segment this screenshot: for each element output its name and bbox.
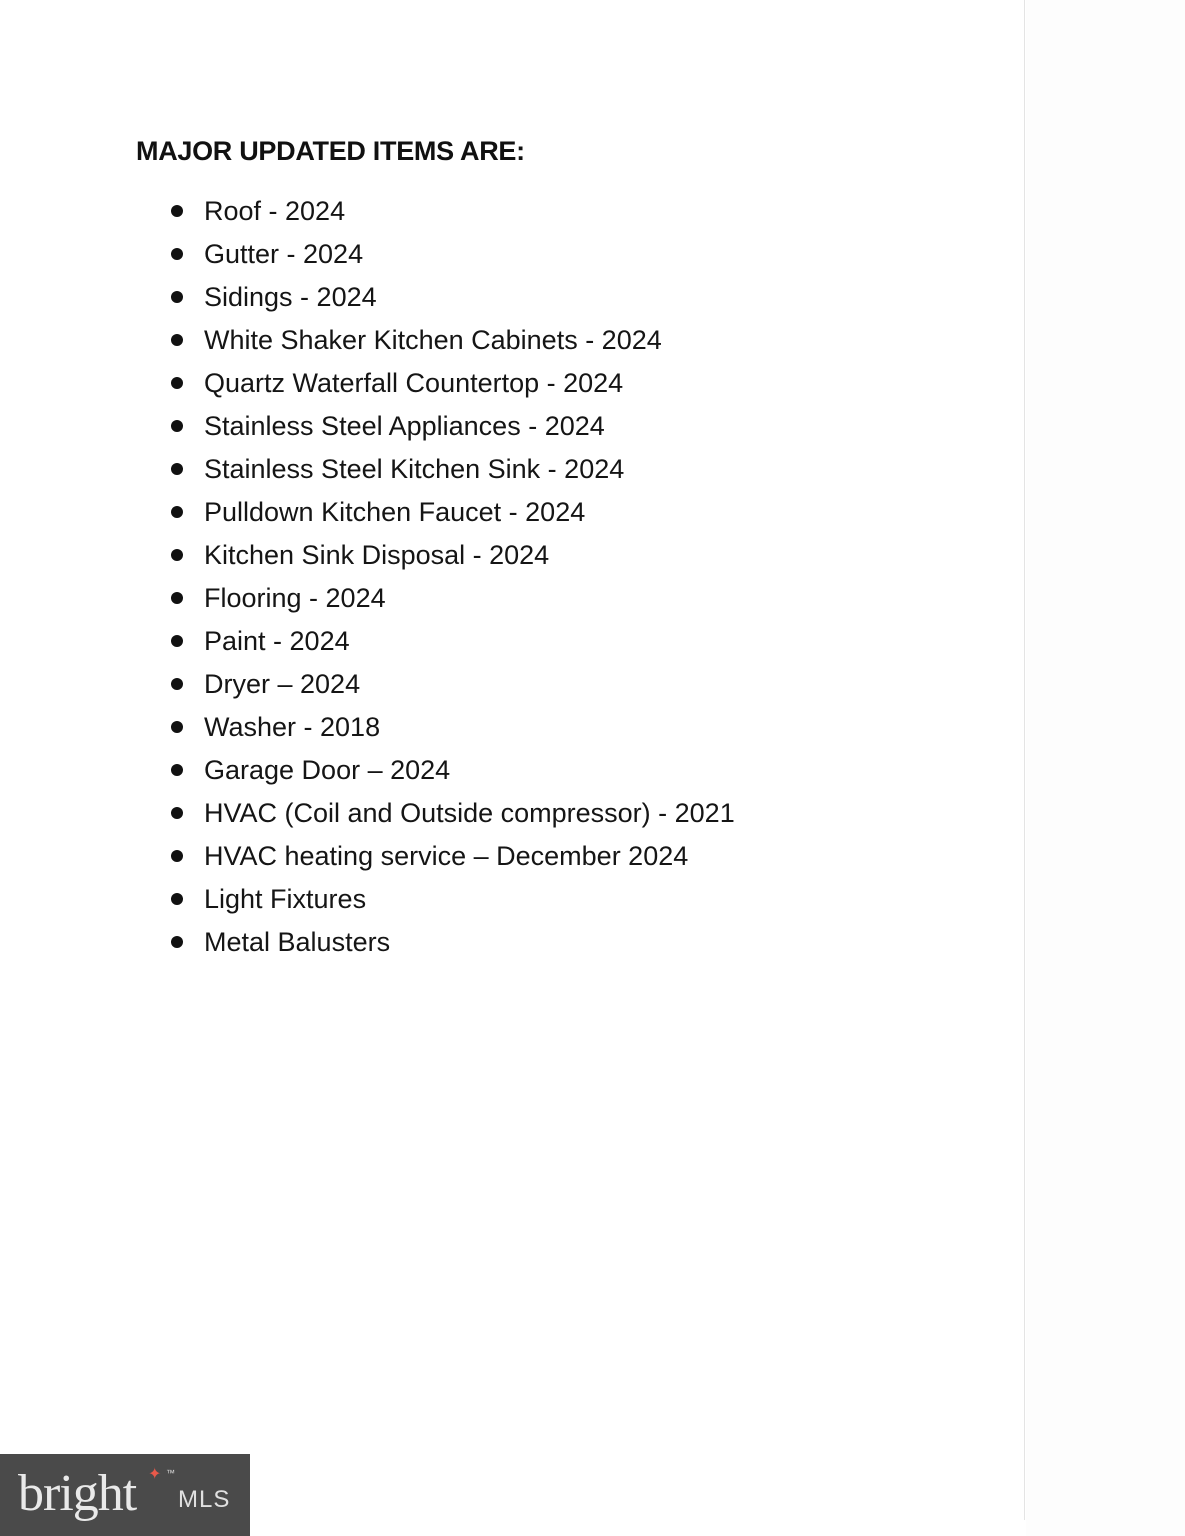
list-item-text: Washer - 2018 bbox=[204, 712, 381, 742]
list-item bbox=[0, 322, 735, 365]
list-item-text: Light Fixtures bbox=[204, 884, 367, 914]
list-item bbox=[0, 795, 735, 838]
bullet-icon bbox=[171, 893, 183, 905]
list-item-text: Flooring - 2024 bbox=[204, 583, 386, 613]
list-item-text: Pulldown Kitchen Faucet - 2024 bbox=[204, 497, 586, 527]
updated-items-list bbox=[0, 193, 735, 967]
list-item-text: HVAC heating service – December 2024 bbox=[204, 841, 689, 871]
bullet-icon bbox=[171, 850, 183, 862]
bullet-icon bbox=[171, 678, 183, 690]
list-item bbox=[0, 279, 735, 322]
logo-trademark: ™ bbox=[166, 1468, 175, 1478]
list-item-text: Paint - 2024 bbox=[204, 626, 350, 656]
list-item-text: Dryer – 2024 bbox=[204, 669, 361, 699]
bullet-icon bbox=[171, 635, 183, 647]
list-item bbox=[0, 451, 735, 494]
logo-brand-text: bright bbox=[18, 1465, 137, 1522]
list-item bbox=[0, 666, 735, 709]
list-item bbox=[0, 408, 735, 451]
list-item-text: Kitchen Sink Disposal - 2024 bbox=[204, 540, 550, 570]
bullet-icon bbox=[171, 807, 183, 819]
list-item-text: Metal Balusters bbox=[204, 927, 391, 957]
scan-edge-line bbox=[1024, 0, 1025, 1520]
list-item bbox=[0, 924, 735, 967]
list-item bbox=[0, 236, 735, 279]
list-item bbox=[0, 709, 735, 752]
list-item-text: Sidings - 2024 bbox=[204, 282, 377, 312]
list-item bbox=[0, 752, 735, 795]
bullet-icon bbox=[171, 291, 183, 303]
bullet-icon bbox=[171, 377, 183, 389]
bullet-icon bbox=[171, 549, 183, 561]
list-item bbox=[0, 881, 735, 924]
list-item bbox=[0, 838, 735, 881]
bullet-icon bbox=[171, 936, 183, 948]
list-item-text: Quartz Waterfall Countertop - 2024 bbox=[204, 368, 624, 398]
list-item bbox=[0, 494, 735, 537]
list-item-text: White Shaker Kitchen Cabinets - 2024 bbox=[204, 325, 662, 355]
list-item-text: Stainless Steel Appliances - 2024 bbox=[204, 411, 605, 441]
list-item-text: Roof - 2024 bbox=[204, 196, 346, 226]
bullet-icon bbox=[171, 592, 183, 604]
bullet-icon bbox=[171, 463, 183, 475]
list-item bbox=[0, 623, 735, 666]
list-item-text: HVAC (Coil and Outside compressor) - 2021 bbox=[204, 798, 735, 828]
bullet-icon bbox=[171, 205, 183, 217]
bullet-icon bbox=[171, 420, 183, 432]
bullet-icon bbox=[171, 721, 183, 733]
bullet-icon bbox=[171, 334, 183, 346]
page-heading: MAJOR UPDATED ITEMS ARE: bbox=[136, 136, 525, 166]
list-item bbox=[0, 365, 735, 408]
list-item-text: Stainless Steel Kitchen Sink - 2024 bbox=[204, 454, 625, 484]
bullet-icon bbox=[171, 506, 183, 518]
logo-spark-icon: ✦ bbox=[148, 1466, 162, 1483]
logo-mls-text: MLS bbox=[178, 1486, 231, 1513]
bullet-icon bbox=[171, 248, 183, 260]
bullet-icon bbox=[171, 764, 183, 776]
list-item-text: Gutter - 2024 bbox=[204, 239, 364, 269]
list-item bbox=[0, 580, 735, 623]
list-item bbox=[0, 193, 735, 236]
list-item-text: Garage Door – 2024 bbox=[204, 755, 451, 785]
list-item bbox=[0, 537, 735, 580]
scan-margin bbox=[1026, 0, 1185, 1536]
bright-mls-logo bbox=[0, 1454, 250, 1536]
